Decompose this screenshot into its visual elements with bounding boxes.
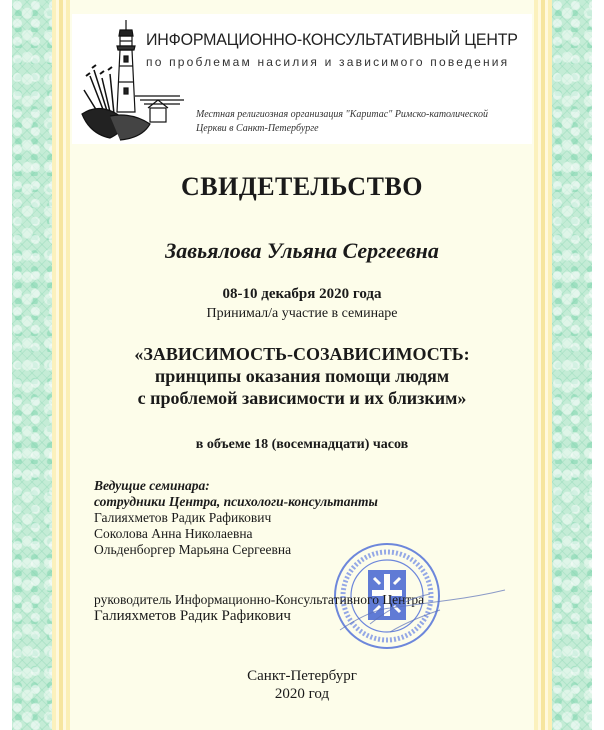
church-affiliation [196, 108, 536, 136]
director-role: руководитель Информационно-Консультативного Центра [94, 592, 425, 607]
year: 2020 год [274, 686, 330, 702]
seminar-title-line-1: «ЗАВИСИМОСТЬ-СОЗАВИСИМОСТЬ: [134, 344, 470, 364]
right-yellow-stripes [534, 0, 552, 730]
leaders-heading: Ведущие семинара: [94, 478, 210, 493]
hours-volume: в объеме 18 (восемнадцати) часов [195, 437, 409, 452]
seminar-title-line-3: с проблемой зависимости и их близким» [137, 388, 467, 408]
seminar-title [70, 343, 534, 409]
organization-subtitle: по проблемам насилия и зависимого поведения [146, 55, 510, 69]
leader-name: Соколова Анна Николаевна [94, 526, 253, 541]
recipient-name: Завьялова Ульяна Сергеевна [165, 238, 439, 263]
organization-title: ИНФОРМАЦИОННО-КОНСУЛЬТАТИВНЫЙ ЦЕНТР [146, 30, 518, 49]
leaders-subheading: сотрудники Центра, психологи-консультанты [94, 494, 378, 509]
leader-name: Галияхметов Радик Рафикович [94, 510, 272, 525]
certificate-title: СВИДЕТЕЛЬСТВО [180, 172, 423, 201]
seminar-dates: 08-10 декабря 2020 года [222, 286, 382, 302]
leader-name: Ольденборгер Марьяна Сергеевна [94, 542, 292, 557]
signature-icon [330, 580, 510, 640]
church-line-1: Местная религиозная организация "Каритас" Римско-католической [196, 109, 488, 120]
right-ornamental-border [552, 0, 592, 730]
left-yellow-stripes [52, 0, 70, 730]
left-ornamental-border [12, 0, 52, 730]
director-name: Галияхметов Радик Рафикович [94, 608, 291, 624]
seminar-title-line-2: принципы оказания помощи людям [154, 366, 450, 386]
participation-text: Принимал/а участие в семинаре [206, 306, 398, 321]
church-line-2: Церкви в Санкт-Петербурге [196, 123, 319, 134]
city: Санкт-Петербург [247, 668, 357, 684]
